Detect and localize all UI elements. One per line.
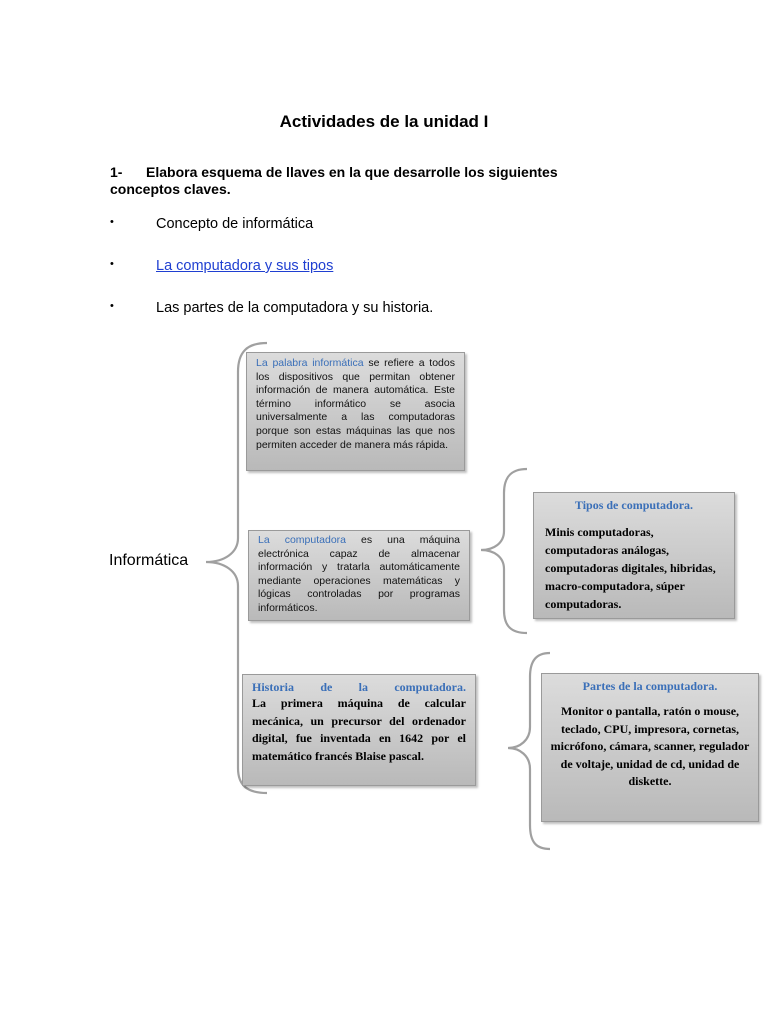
diagram-root-label: Informática bbox=[109, 552, 189, 569]
bullet-link[interactable]: La computadora y sus tipos bbox=[156, 258, 334, 274]
box2-text: es una máquina electrónica capaz de almacenar información y tratarla automáticamente mediante operaciones matemáticas y lógicas controladas por programas informáticos. bbox=[258, 534, 461, 614]
bullet-text: Concepto de informática bbox=[156, 216, 314, 232]
box1-text: se refiere a todos los dispositivos que permitan obtener información de manera automática. Este término informático se asocia universalmente a las computadoras porque son estas máquinas las que nos permiten acceder de manera más rápida. bbox=[256, 357, 455, 451]
bullet-icon: • bbox=[110, 258, 114, 270]
box2-highlight: La computadora bbox=[258, 534, 347, 546]
historia-text: La primera máquina de calcular mecánica, un precursor del ordenador digital, fue inventada en 1642 por el matemático francés Blaise pascal. bbox=[252, 696, 466, 763]
informatica-definition-box bbox=[246, 352, 465, 471]
bullet-icon: • bbox=[110, 300, 114, 312]
partes-text: Monitor o pantalla, ratón o mouse, teclado, CPU, impresora, cornetas, micrófono, cámara, scanner, regulador de voltaje, unidad de cd, unidad de diskette. bbox=[550, 704, 750, 789]
tipos-heading: Tipos de computadora. bbox=[574, 498, 694, 512]
partes-heading: Partes de la computadora. bbox=[582, 679, 718, 693]
tipos-box bbox=[533, 492, 735, 619]
historia-box bbox=[242, 674, 476, 786]
historia-heading: Historia de la computadora. bbox=[252, 680, 466, 694]
bullet-text: Las partes de la computadora y su historia. bbox=[156, 300, 434, 316]
computadora-definition-box bbox=[248, 530, 470, 621]
question-text: Elabora esquema de llaves en la que desarrolle los siguientes conceptos claves. bbox=[110, 164, 558, 197]
partes-box bbox=[541, 673, 759, 822]
tipos-brace bbox=[481, 469, 527, 633]
tipos-text: Minis computadoras, computadoras análogas, computadoras digitales, hibridas, macro-computadora, súper computadoras. bbox=[545, 525, 716, 611]
page-title: Actividades de la unidad I bbox=[279, 112, 489, 131]
bullet-icon: • bbox=[110, 216, 114, 228]
box1-highlight: La palabra informática bbox=[256, 357, 364, 369]
question-number: 1- bbox=[110, 164, 123, 180]
